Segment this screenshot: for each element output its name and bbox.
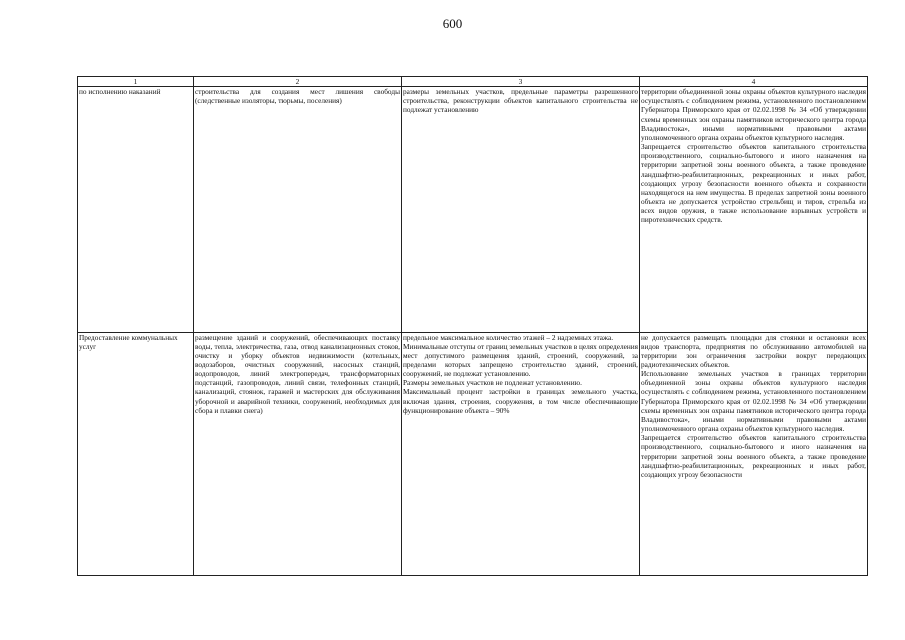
use-description-cell: строительства для создания мест лишения свободы (следственные изоляторы, тюрьмы, поселения) xyxy=(194,87,402,332)
restriction-paragraph: Запрещается строительство объектов капитального строительства производственного, социально-бытового и иного назначения на территории запретной зоны военного объекта, а также проведение ландшафтно-реабилитационных, рекреационных и иных работ, создающих угрозу безопасности xyxy=(641,433,866,479)
column-header: 3 xyxy=(402,77,640,87)
page-number: 600 xyxy=(442,16,463,31)
land-use-type-cell: по исполнению наказаний xyxy=(78,87,194,332)
restrictions-cell xyxy=(640,332,868,575)
land-use-type-cell: Предоставление коммунальных услуг xyxy=(78,332,194,575)
building-parameters-cell: размеры земельных участков, предельные параметры разрешенного строительства, реконструкции объектов капитального строительства не подлежат установлению xyxy=(402,87,640,332)
column-header: 2 xyxy=(194,77,402,87)
restrictions-cell xyxy=(640,87,868,332)
parameter-paragraph: Размеры земельных участков не подлежат установлению. xyxy=(403,378,582,388)
table-header-row xyxy=(78,77,868,87)
parameter-paragraph: Максимальный процент застройки в границах земельного участка, включая здания, строения, сооружения, в том числе обеспечивающие функционирование объекта – 90% xyxy=(403,387,638,415)
column-header: 1 xyxy=(78,77,194,87)
use-description-cell: размещение зданий и сооружений, обеспечивающих поставку воды, тепла, электричества, газа, отвод канализационных стоков, очистку и уборку объектов недвижимости (котельных, водозаборов, очистных сооружений, насосных станций, водопроводов, линий электропередач, трансформаторных подстанций, газопроводов, линий связи, телефонных станций, канализаций, стоянок, гаражей и мастерских для обслуживания уборочной и аварийной техники, сооружений, необходимых для сбора и плавки снега) xyxy=(194,332,402,575)
restriction-paragraph: не допускается размещать площадки для стоянки и остановки всех видов транспорта, предприятия по обслуживанию автомобилей на территории зон ограничения застройки вокруг передающих радиотехнических объектов. xyxy=(641,332,866,370)
restriction-paragraph: территории объединенной зоны охраны объектов культурного наследия осуществлять с соблюдением режима, установленного постановлением Губернатора Приморского края от 02.02.1998 № 34 «Об утверждении схемы временных зон охраны памятников исторического центра города Владивостока», иными нормативными правовыми актами уполномоченного органа охраны объектов культурного наследия. xyxy=(641,87,866,142)
parameter-paragraph: Минимальные отступы от границ земельных участков в целях определения мест допустимого размещения зданий, строений, сооружений, за пределами которых запрещено строительство зданий, строений, сооружений, не подлежат установлению. xyxy=(403,341,638,379)
table-row xyxy=(78,87,868,332)
parameter-paragraph: предельное максимальное количество этажей – 2 надземных этажа. xyxy=(403,332,614,342)
table-row xyxy=(78,332,868,575)
column-header: 4 xyxy=(640,77,868,87)
restriction-paragraph: Использование земельных участков в границах территории объединенной зоны охраны объектов культурного наследия осуществлять с соблюдением режима, установленного постановлением Губернатора Приморского края от 02.02.1998 № 34 «Об утверждении схемы временных зон охраны памятников исторического центра города Владивостока», иными нормативными правовыми актами уполномоченного органа охраны объектов культурного наследия. xyxy=(641,369,866,434)
regulations-table xyxy=(77,76,868,576)
restriction-paragraph: Запрещается строительство объектов капитального строительства производственного, социально-бытового и иного назначения на территории запретной зоны военного объекта, а также проведение ландшафтно-реабилитационных, рекреационных и иных работ, создающих угрозу безопасности военного объекта и сохранности находящегося на нем имущества. В пределах запретной зоны военного объекта не допускается устройство стрельбищ и тиров, стрельба из всех видов оружия, в также использование взрывных устройств и пиротехнических средств. xyxy=(641,142,866,225)
building-parameters-cell xyxy=(402,332,640,575)
